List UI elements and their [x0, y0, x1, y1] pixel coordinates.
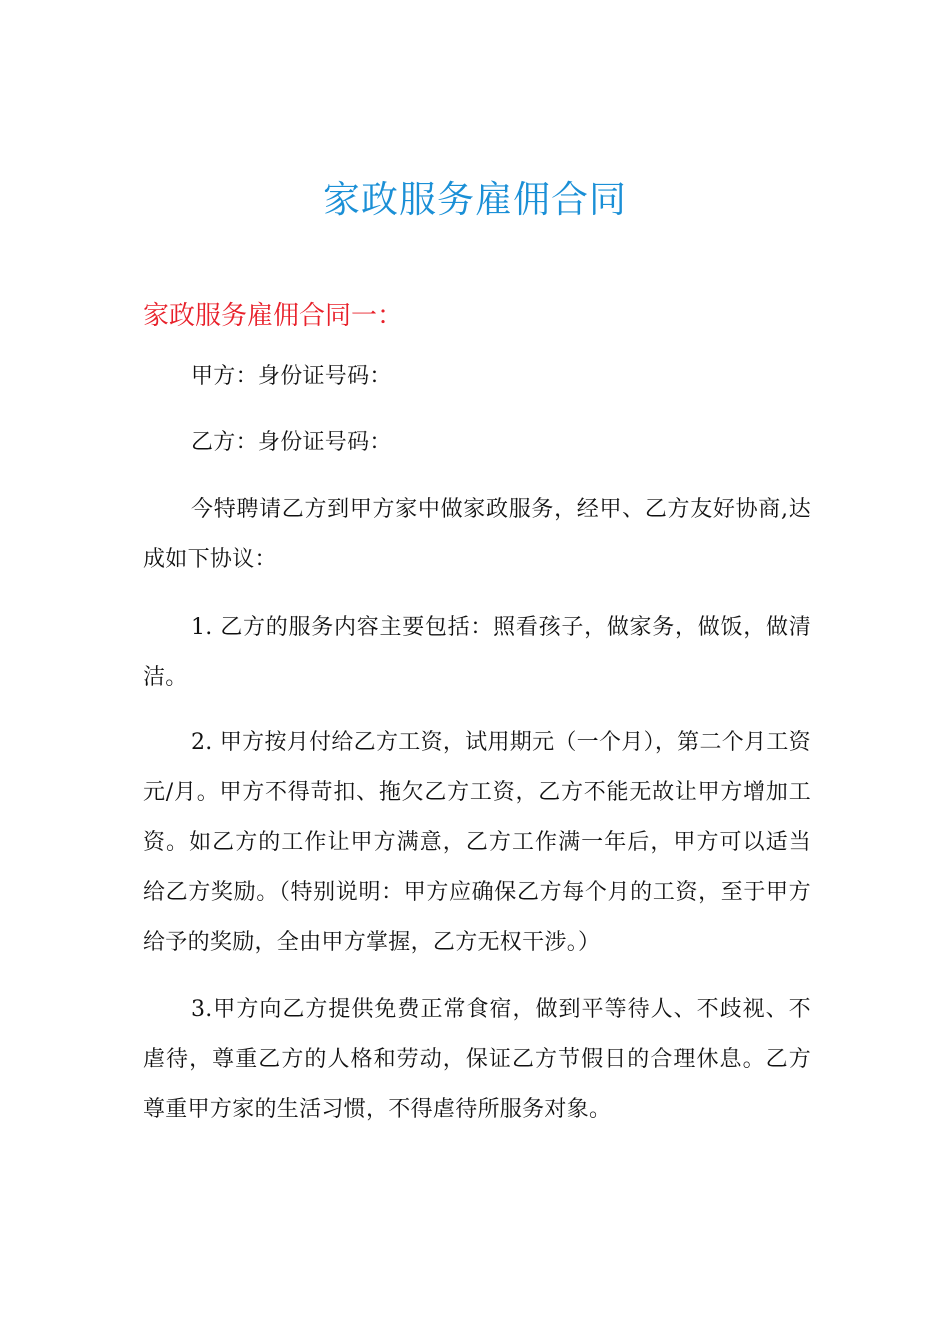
party-a-line: 甲方：身份证号码：	[191, 364, 392, 389]
clause-2-paragraph: 2. 甲方按月付给乙方工资，试用期元（一个月），第二个月工资元/月。甲方不得苛扣、拖欠乙方工资，乙方不能无故让甲方增加工资。如乙方的工作让甲方满意，乙方工作满一年后，甲方可以适当给乙方奖励。（特别说明：甲方应确保乙方每个月的工资，至于甲方给予的奖励，全由甲方掌握，乙方无权干涉。）	[143, 730, 811, 955]
intro-paragraph: 今特聘请乙方到甲方家中做家政服务，经甲、乙方友好协商,达成如下协议：	[143, 497, 811, 572]
section-heading: 家政服务雇佣合同一：	[143, 301, 404, 331]
party-b-line: 乙方：身份证号码：	[191, 430, 392, 455]
document-title: 家政服务雇佣合同	[323, 178, 627, 221]
clause-1-paragraph: 1. 乙方的服务内容主要包括：照看孩子，做家务，做饭，做清洁。	[143, 615, 811, 690]
clause-3-paragraph: 3.甲方向乙方提供免费正常食宿，做到平等待人、不歧视、不虐待，尊重乙方的人格和劳动，保证乙方节假日的合理休息。乙方尊重甲方家的生活习惯，不得虐待所服务对象。	[143, 997, 811, 1122]
